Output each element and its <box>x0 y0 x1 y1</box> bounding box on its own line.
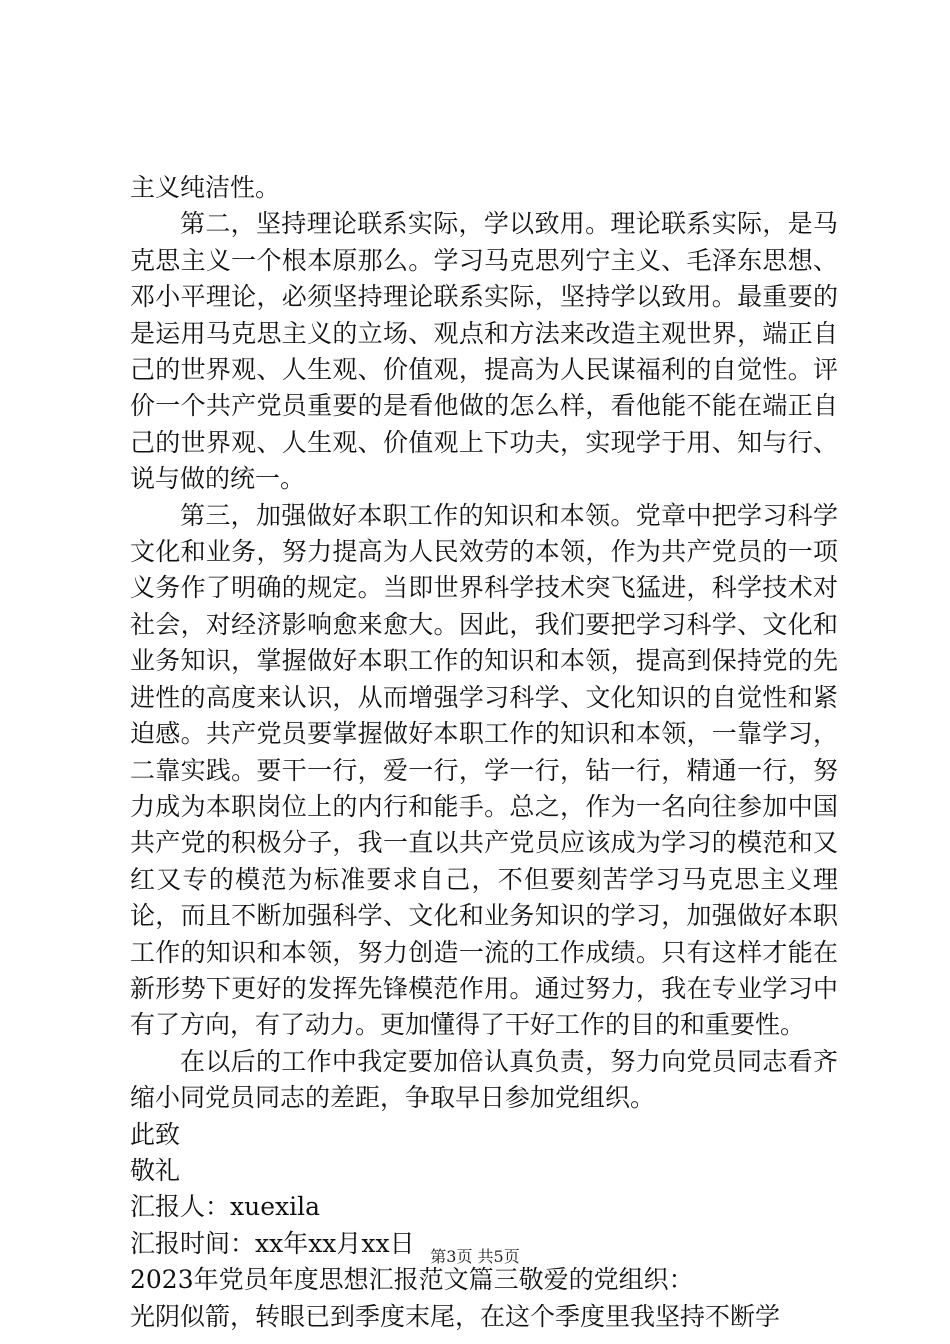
paragraph-second-point: 第二，坚持理论联系实际，学以致用。理论联系实际，是马克思主义一个根本原那么。学习马克思列宁主义、毛泽东思想、邓小平理论，必须坚持理论联系实际，坚持学以致用。最重要的是运用马克思主义的立场、观点和方法来改造主观世界，端正自己的世界观、人生观、价值观，提高为人民谋福利的自觉性。评价一个共产党员重要的是看他做的怎么样，看他能不能在端正自己的世界观、人生观、价值观上下功夫，实现学于用、知与行、说与做的统一。 <box>130 209 838 494</box>
closing-salutation: 此致 <box>130 1119 181 1149</box>
paragraph-third-point: 第三，加强做好本职工作的知识和本领。党章中把学习科学文化和业务，努力提高为人民效劳的本领，作为共产党员的一项义务作了明确的规定。当即世界科学技术突飞猛进，科学技术对社会，对经济影响愈来愈大。因此，我们要把学习科学、文化和业务知识，掌握做好本职工作的知识和本领，提高到保持党的先进性的高度来认识，从而增强学习科学、文化知识的自觉性和紧迫感。共产党员要掌握做好本职工作的知识和本领，一靠学习，二靠实践。要干一行，爱一行，学一行，钻一行，精通一行，努力成为本职岗位上的内行和能手。总之，作为一名向往参加中国共产党的积极分子，我一直以共产党员应该成为学习的模范和又红又专的模范为标准要求自己，不但要刻苦学习马克思主义理论，而且不断加强科学、文化和业务知识的学习，加强做好本职工作的知识和本领，努力创造一流的工作成绩。只有这样才能在新形势下更好的发挥先锋模范作用。通过努力，我在专业学习中有了方向，有了动力。更加懂得了干好工作的目的和重要性。 <box>130 500 838 1040</box>
next-article-title: 2023年党员年度思想汇报范文篇三敬爱的党组织： <box>130 1265 694 1295</box>
reporter-line: 汇报人：xuexila <box>130 1192 320 1222</box>
page-number-footer: 第3页 共5页 <box>430 1247 520 1266</box>
report-time-line: 汇报时间：xx年xx月xx日 <box>130 1228 415 1258</box>
closing-regards: 敬礼 <box>130 1155 181 1185</box>
document-body <box>130 170 838 1335</box>
paragraph-continuation: 主义纯洁性。 <box>130 173 281 202</box>
next-article-first-line: 光阴似箭，转眼已到季度末尾，在这个季度里我坚持不断学 <box>130 1301 781 1331</box>
paragraph-resolution: 在以后的工作中我定要加倍认真负责，努力向党员同志看齐缩小同党员同志的差距，争取早日参加党组织。 <box>130 1046 838 1113</box>
